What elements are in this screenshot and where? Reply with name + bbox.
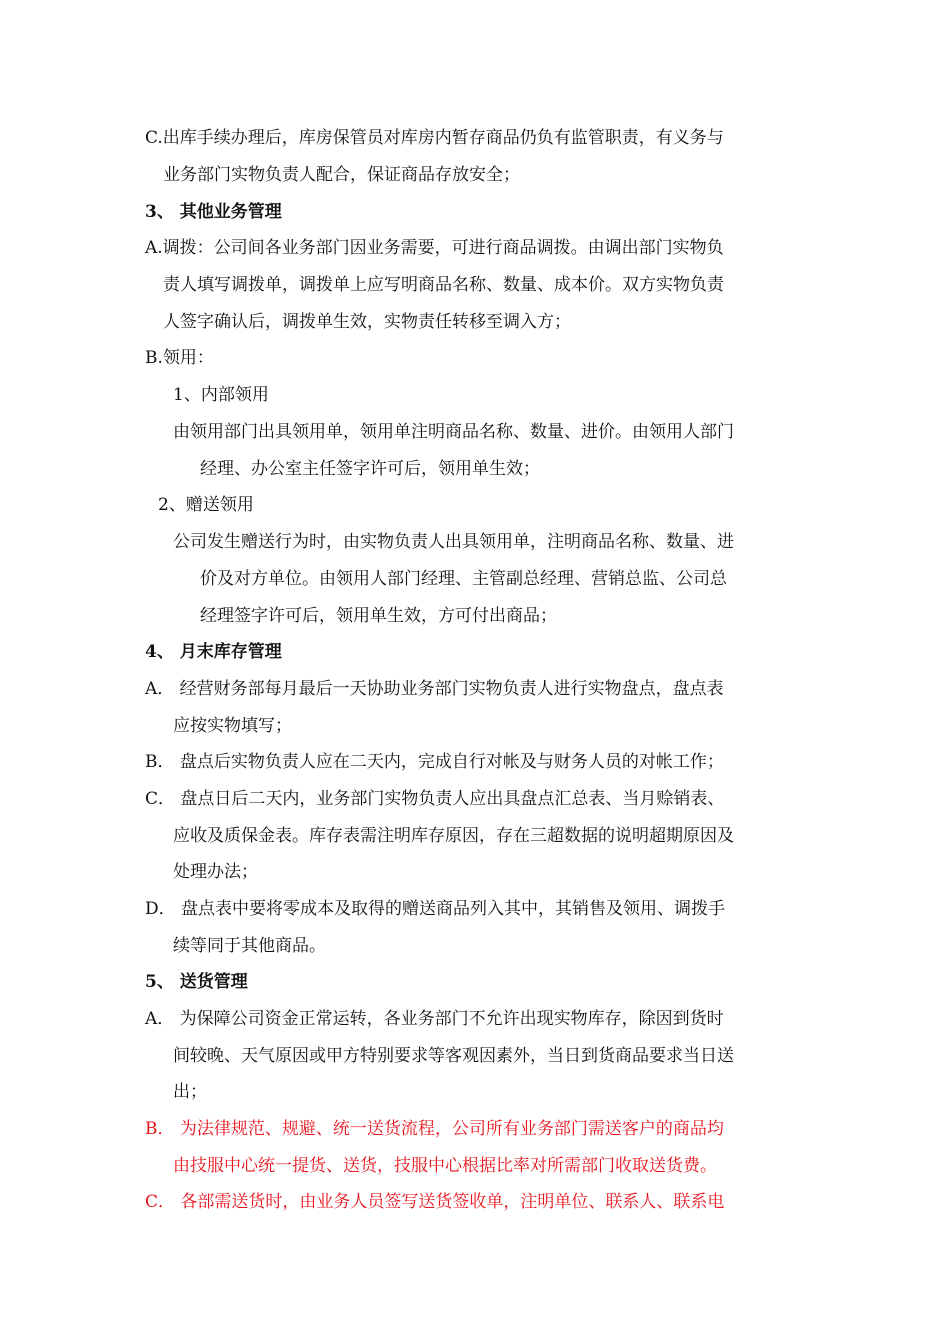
paragraph-line: 处理办法； xyxy=(173,862,258,882)
paragraph-line: 续等同于其他商品。 xyxy=(173,936,326,956)
section-heading: 5、 送货管理 xyxy=(145,972,248,992)
paragraph-line: 价及对方单位。由领用人部门经理、主管副总经理、营销总监、公司总 xyxy=(200,569,727,589)
paragraph-line: D． 盘点表中要将零成本及取得的赠送商品列入其中，其销售及领用、调拨手 xyxy=(145,899,726,919)
paragraph-line: A.调拨：公司间各业务部门因业务需要，可进行商品调拨。由调出部门实物负 xyxy=(145,238,724,258)
paragraph-line: 应收及质保金表。库存表需注明库存原因，存在三超数据的说明超期原因及 xyxy=(173,826,734,846)
paragraph-line: A． 经营财务部每月最后一天协助业务部门实物负责人进行实物盘点，盘点表 xyxy=(145,679,724,699)
highlighted-line: C． 各部需送货时，由业务人员签写送货签收单，注明单位、联系人、联系电 xyxy=(145,1192,725,1212)
paragraph-line: 间较晚、天气原因或甲方特别要求等客观因素外，当日到货商品要求当日送 xyxy=(173,1046,734,1066)
paragraph-line: 业务部门实物负责人配合，保证商品存放安全； xyxy=(163,165,520,185)
subheading: 1、内部领用 xyxy=(173,385,269,405)
paragraph-line: 经理签字许可后，领用单生效，方可付出商品； xyxy=(200,606,557,626)
paragraph-line: C． 盘点日后二天内，业务部门实物负责人应出具盘点汇总表、当月赊销表、 xyxy=(145,789,725,809)
paragraph-line: 经理、办公室主任签字许可后，领用单生效； xyxy=(200,459,540,479)
section-heading: 4、 月末库存管理 xyxy=(145,642,282,662)
paragraph-line: C.出库手续办理后，库房保管员对库房内暂存商品仍负有监管职责，有义务与 xyxy=(145,128,724,148)
highlighted-line: B． 为法律规范、规避、统一送货流程，公司所有业务部门需送客户的商品均 xyxy=(145,1119,724,1139)
paragraph-line: 公司发生赠送行为时，由实物负责人出具领用单，注明商品名称、数量、进 xyxy=(173,532,734,552)
paragraph-line: 人签字确认后，调拨单生效，实物责任转移至调入方； xyxy=(163,312,571,332)
section-heading: 3、 其他业务管理 xyxy=(145,202,282,222)
paragraph-line: 责人填写调拨单，调拨单上应写明商品名称、数量、成本价。双方实物负责 xyxy=(163,275,724,295)
highlighted-line: 由技服中心统一提货、送货，技服中心根据比率对所需部门收取送货费。 xyxy=(173,1156,717,1176)
paragraph-line: B． 盘点后实物负责人应在二天内，完成自行对帐及与财务人员的对帐工作； xyxy=(145,752,724,772)
paragraph-line: A． 为保障公司资金正常运转，各业务部门不允许出现实物库存，除因到货时 xyxy=(145,1009,724,1029)
paragraph-line: B.领用： xyxy=(145,348,214,368)
paragraph-line: 应按实物填写； xyxy=(173,716,292,736)
paragraph-line: 由领用部门出具领用单，领用单注明商品名称、数量、进价。由领用人部门 xyxy=(173,422,734,442)
subheading: 2、赠送领用 xyxy=(158,495,254,515)
paragraph-line: 出； xyxy=(173,1082,207,1102)
